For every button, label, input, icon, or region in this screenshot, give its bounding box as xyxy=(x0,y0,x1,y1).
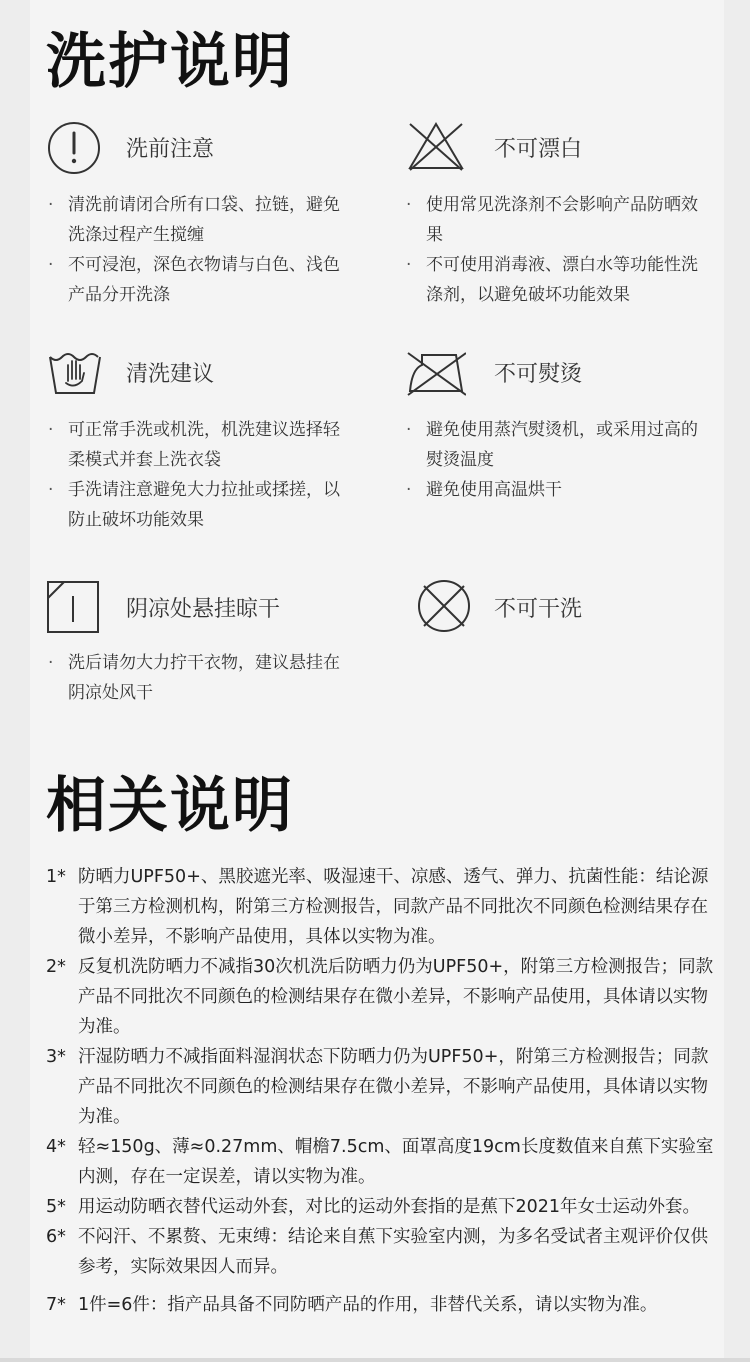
note-number: 6* xyxy=(46,1227,66,1247)
bullet-item: · 清洗前请闭合所有口袋、拉链，避免洗涤过程产生搅缠 xyxy=(46,190,356,250)
note-item xyxy=(46,1222,716,1282)
note-number: 5* xyxy=(46,1197,66,1217)
note-number: 7* xyxy=(46,1295,66,1315)
bullet-item: · 避免使用高温烘干 xyxy=(404,475,714,505)
care-item-title: 不可漂白 xyxy=(494,137,583,162)
note-text: 反复机洗防晒力不减指30次机洗后防晒力仍为UPF50+，附第三方检测报告；同款产品不同批次不同颜色的检测结果存在微小差异，不影响产品使用，具体请以实物为准。 xyxy=(78,957,714,1037)
note-number: 3* xyxy=(46,1047,66,1067)
note-number: 1* xyxy=(46,867,66,887)
note-number: 4* xyxy=(46,1137,66,1157)
notes-list xyxy=(46,862,716,1320)
note-item xyxy=(46,952,716,1042)
care-item-title: 清洗建议 xyxy=(126,362,215,387)
bullet-item: · 避免使用蒸汽熨烫机，或采用过高的熨烫温度 xyxy=(404,415,714,475)
care-item-pre-wash xyxy=(46,118,366,178)
note-item xyxy=(46,1192,716,1222)
care-item-no-dry-clean xyxy=(414,578,714,638)
hand-wash-icon xyxy=(46,343,106,403)
note-text: 用运动防晒衣替代运动外套，对比的运动外套指的是蕉下2021年女士运动外套。 xyxy=(78,1197,701,1217)
notes-section-title: 相关说明 xyxy=(46,771,294,841)
note-item xyxy=(46,1042,716,1132)
bullet-item: · 手洗请注意避免大力拉扯或揉搓，以防止破坏功能效果 xyxy=(46,475,356,535)
line-dry-bullets xyxy=(46,648,356,708)
note-text: 防晒力UPF50+、黑胶遮光率、吸湿速干、凉感、透气、弹力、抗菌性能：结论源于第三方检测机构，附第三方检测报告，同款产品不同批次不同颜色检测结果存在微小差异，不影响产品使用，具体以实物为准。 xyxy=(78,867,709,947)
care-item-wash-advice xyxy=(46,343,366,403)
note-text: 1件=6件：指产品具备不同防晒产品的作用，非替代关系，请以实物为准。 xyxy=(78,1295,658,1315)
exclamation-circle-icon xyxy=(46,118,106,178)
care-item-title: 不可干洗 xyxy=(494,597,583,622)
bottom-divider xyxy=(0,1358,750,1362)
care-item-title: 洗前注意 xyxy=(126,137,215,162)
no-iron-icon xyxy=(406,343,466,403)
care-item-title: 不可熨烫 xyxy=(494,362,583,387)
care-item-line-dry-shade xyxy=(46,578,366,638)
care-item-no-bleach xyxy=(406,118,706,178)
wash-advice-bullets xyxy=(46,415,356,535)
note-text: 汗湿防晒力不减指面料湿润状态下防晒力仍为UPF50+，附第三方检测报告；同款产品不同批次不同颜色的检测结果存在微小差异，不影响产品使用，具体请以实物为准。 xyxy=(78,1047,709,1127)
note-text: 不闷汗、不累赘、无束缚：结论来自蕉下实验室内测，为多名受试者主观评价仅供参考，实际效果因人而异。 xyxy=(78,1227,708,1277)
care-item-title: 阴凉处悬挂晾干 xyxy=(126,597,281,622)
care-section-title: 洗护说明 xyxy=(46,27,294,97)
line-dry-shade-icon xyxy=(46,578,106,638)
bullet-item: · 可正常手洗或机洗，机洗建议选择轻柔模式并套上洗衣袋 xyxy=(46,415,356,475)
pre-wash-bullets xyxy=(46,190,356,310)
no-dry-clean-icon xyxy=(414,578,474,638)
no-bleach-bullets xyxy=(404,190,714,310)
care-item-no-iron xyxy=(406,343,706,403)
bullet-item: · 洗后请勿大力拧干衣物，建议悬挂在阴凉处风干 xyxy=(46,648,356,708)
no-bleach-icon xyxy=(406,118,466,178)
note-item xyxy=(46,1290,716,1320)
note-number: 2* xyxy=(46,957,66,977)
note-item xyxy=(46,862,716,952)
note-text: 轻≈150g、薄≈0.27mm、帽檐7.5cm、面罩高度19cm长度数值来自蕉下实验室内测，存在一定误差，请以实物为准。 xyxy=(78,1137,714,1187)
bullet-item: · 不可浸泡，深色衣物请与白色、浅色产品分开洗涤 xyxy=(46,250,356,310)
no-iron-bullets xyxy=(404,415,714,505)
bullet-item: · 不可使用消毒液、漂白水等功能性洗涤剂，以避免破坏功能效果 xyxy=(404,250,714,310)
bullet-item: · 使用常见洗涤剂不会影响产品防晒效果 xyxy=(404,190,714,250)
note-item xyxy=(46,1132,716,1192)
